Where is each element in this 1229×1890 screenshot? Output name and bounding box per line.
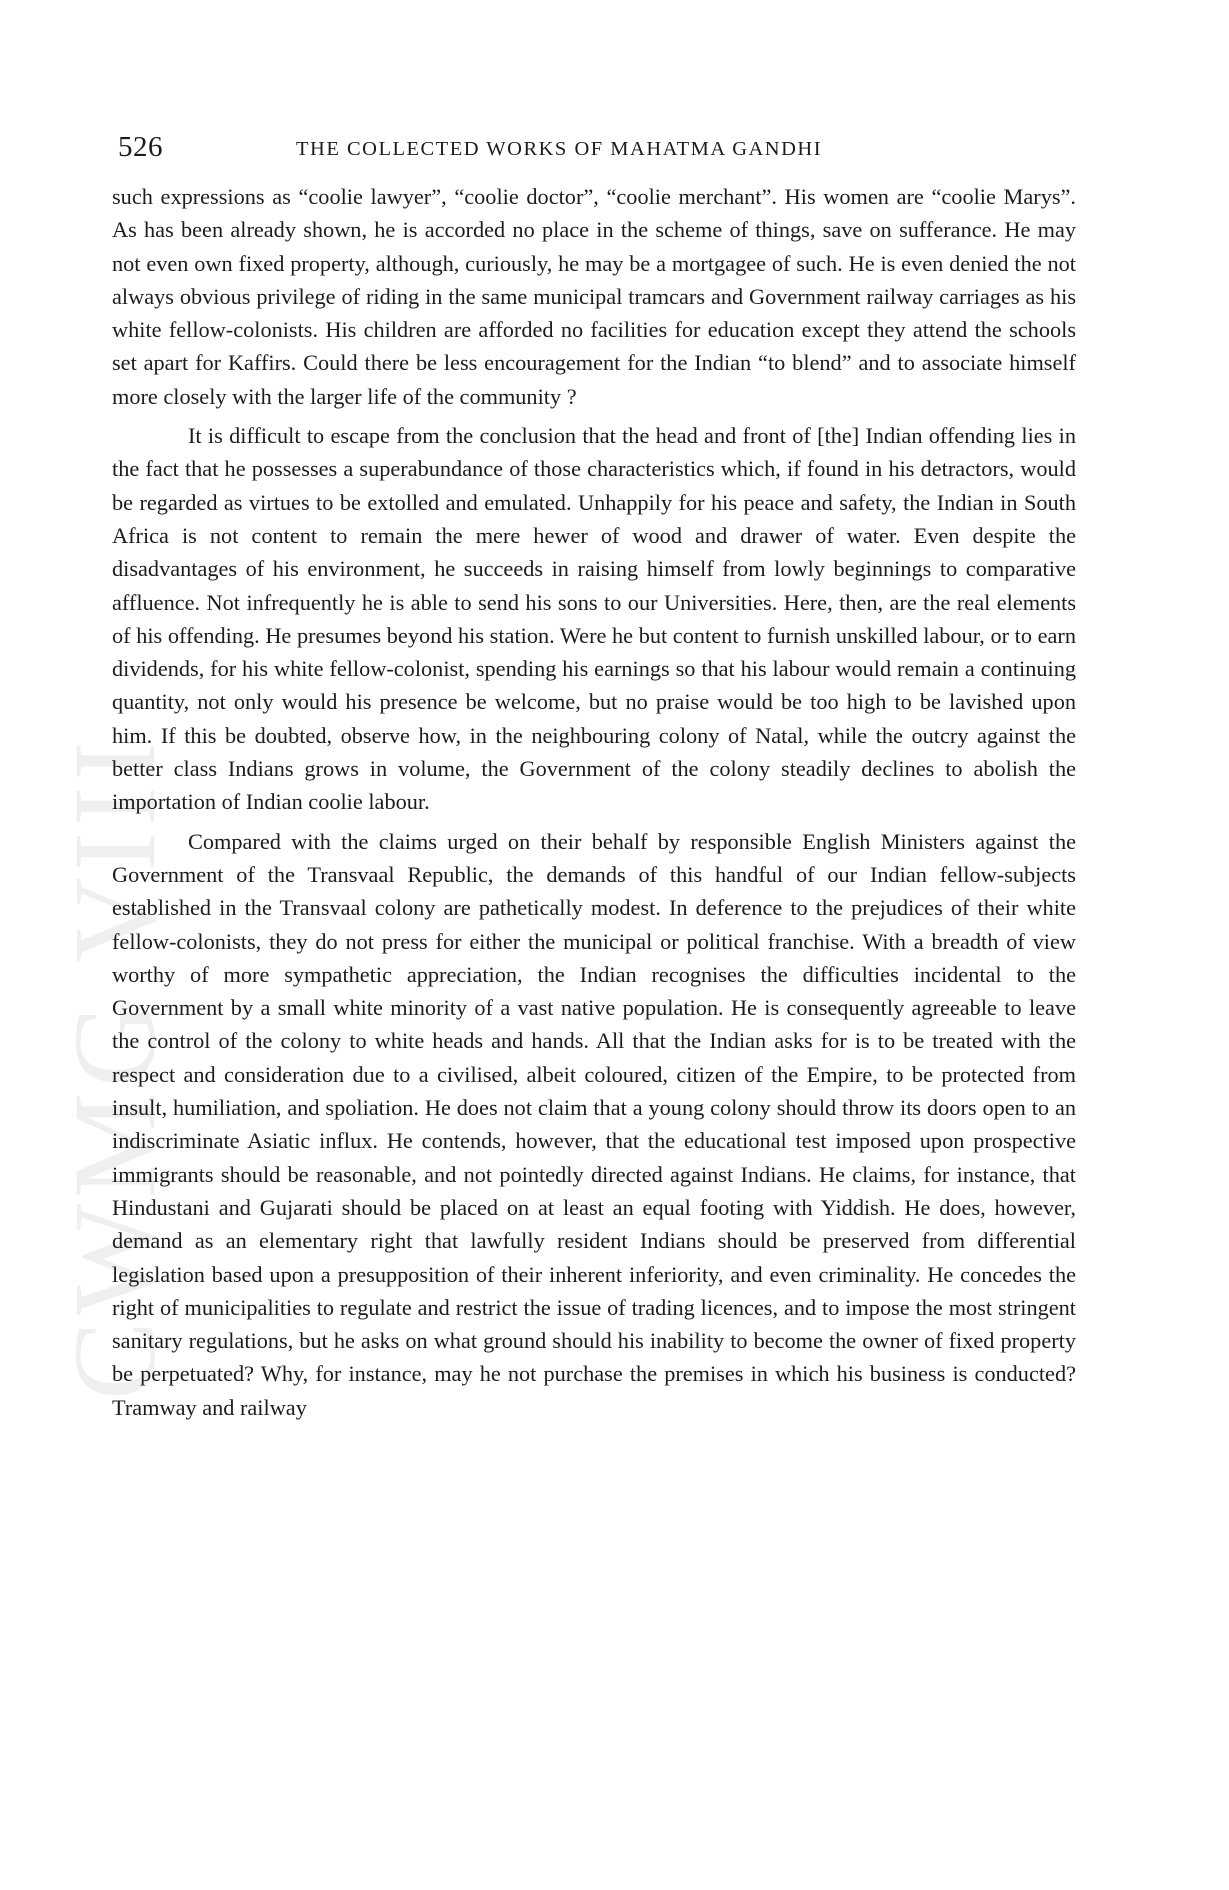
watermark: CWMG VIII bbox=[49, 735, 180, 1400]
page-header bbox=[118, 130, 1078, 170]
page-number: 526 bbox=[118, 131, 163, 163]
running-head: THE COLLECTED WORKS OF MAHATMA GANDHI bbox=[296, 138, 823, 160]
paragraph: Compared with the claims urged on their behalf by responsible English Ministers against the Government of the Transvaal Republic, the demands of this handful of our Indian fellow-subjects established in the Transvaal colony are pathetically modest. In deference to the prejudices of their white fellow-colonists, they do not press for either the municipal or political franchise. With a breadth of view worthy of more sympathetic appreciation, the Indian recognises the difficulties incidental to the Government by a small white minority of a vast native population. He is consequently agreeable to leave the control of the colony to white heads and hands. All that the Indian asks for is to be treated with the respect and consideration due to a civilised, albeit coloured, citizen of the Empire, to be protected from insult, humiliation, and spoliation. He does not claim that a young colony should throw its doors open to an indiscriminate Asiatic influx. He contends, however, that the educational test imposed upon prospective immigrants should be reasonable, and not pointedly directed against Indians. He claims, for instance, that Hindustani and Gujarati should be placed on at least an equal footing with Yiddish. He does, however, demand as an elementary right that lawfully resident Indians should be preserved from differential legislation based upon a presupposition of their inherent inferiority, and even criminality. He concedes the right of municipalities to regulate and restrict the issue of trading licences, and to impose the most stringent sanitary regulations, but he asks on what ground should his inability to become the owner of fixed property be perpetuated? Why, for instance, may he not purchase the premises in which his business is conducted? Tramway and railway bbox=[112, 828, 1076, 1420]
paragraph: It is difficult to escape from the conclusion that the head and front of [the] Indian offending lies in the fact that he possesses a superabundance of those characteristics which, if found in his detractors, would be regarded as virtues to be extolled and emulated. Unhappily for his peace and safety, the Indian in South Africa is not content to remain the mere hewer of wood and drawer of water. Even despite the disadvantages of his environment, he succeeds in raising himself from lowly beginnings to comparative affluence. Not infrequently he is able to send his sons to our Universities. Here, then, are the real elements of his offending. He presumes beyond his station. Were he but content to furnish unskilled labour, or to earn dividends, for his white fellow-colonist, spending his earnings so that his labour would remain a continuing quantity, not only would his presence be welcome, but no praise would be too high to be lavished upon him. If this be doubted, observe how, in the neighbouring colony of Natal, while the outcry against the better class Indians grows in volume, the Government of the colony steadily declines to abolish the importation of Indian coolie labour. bbox=[112, 423, 1076, 815]
body-text bbox=[112, 180, 1076, 1430]
paragraph: such expressions as “coolie lawyer”, “coolie doctor”, “coolie merchant”. His women are “coolie Marys”. As has been already shown, he is accorded no place in the scheme of things, save on sufferance. He may not even own fixed property, although, curiously, he may be a mortgagee of such. He is even denied the not always obvious privilege of riding in the same municipal tramcars and Government railway carriages as his white fellow-colonists. His children are afforded no facilities for education except they attend the schools set apart for Kaffirs. Could there be less encouragement for the Indian “to blend” and to associate himself more closely with the larger life of the community ? bbox=[112, 184, 1076, 409]
